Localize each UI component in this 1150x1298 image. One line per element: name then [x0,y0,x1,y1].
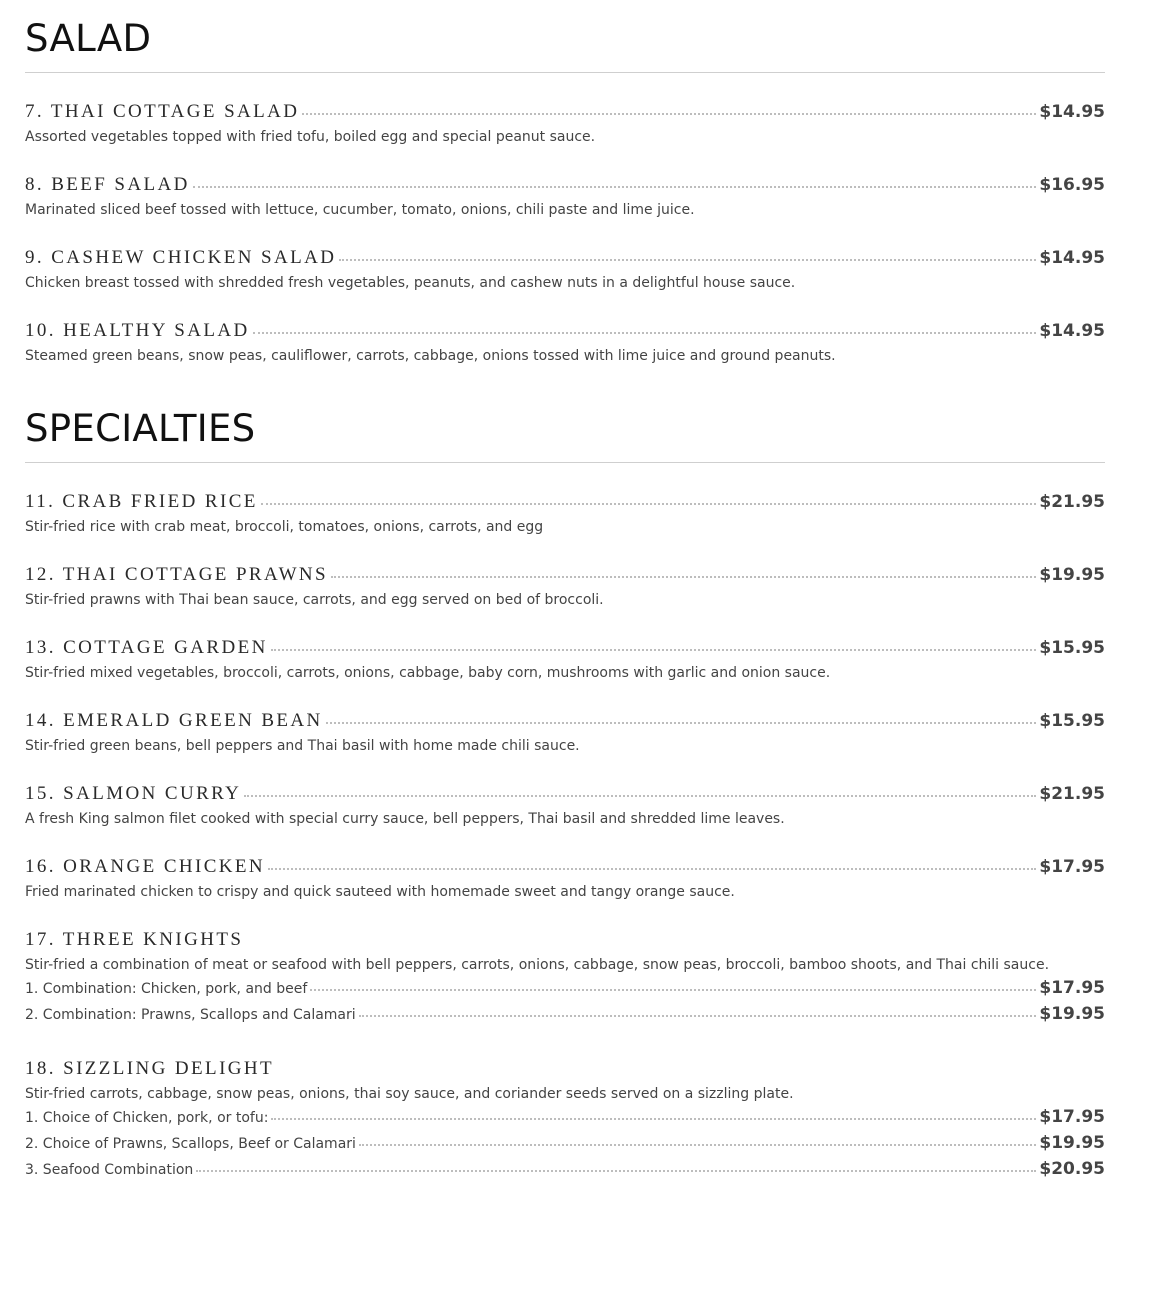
option-price: $19.95 [1039,1004,1105,1024]
item-description: Stir-fried a combination of meat or seafood with bell peppers, carrots, onions, cabbage, snow peas, broccoli, bamboo shoots, and Thai chili sauce. [25,957,1050,973]
dot-leader [244,795,1036,797]
item-name: 10. HEALTHY SALAD [25,320,250,341]
option-row [25,1133,1105,1159]
item-price: $21.95 [1039,492,1105,512]
salad-section [25,0,1105,365]
section-title-salad: SALAD [25,17,152,60]
dot-leader [271,1118,1036,1120]
item-name: 9. CASHEW CHICKEN SALAD [25,247,337,268]
option-label: 2. Choice of Prawns, Scallops, Beef or Calamari [25,1136,356,1152]
menu-item [25,783,1105,828]
item-description: Marinated sliced beef tossed with lettuce, cucumber, tomato, onions, chili paste and lime juice. [25,202,695,218]
option-label: 3. Seafood Combination [25,1162,194,1178]
item-description: Stir-fried green beans, bell peppers and Thai basil with home made chili sauce. [25,738,580,754]
item-price: $15.95 [1039,711,1105,731]
dot-leader [268,868,1036,870]
item-description: Assorted vegetables topped with fried tofu, boiled egg and special peanut sauce. [25,129,596,145]
item-price: $14.95 [1039,321,1105,341]
item-price: $16.95 [1039,175,1105,195]
dot-leader [271,649,1037,651]
menu-item [25,929,1105,1030]
dot-leader [253,332,1037,334]
dot-leader [331,576,1036,578]
section-divider [25,462,1105,463]
option-price: $20.95 [1039,1159,1105,1179]
item-name: 11. CRAB FRIED RICE [25,491,258,512]
option-price: $17.95 [1039,978,1105,998]
item-name: 12. THAI COTTAGE PRAWNS [25,564,329,585]
item-name: 16. ORANGE CHICKEN [25,856,266,877]
menu-item [25,710,1105,755]
item-description: A fresh King salmon filet cooked with special curry sauce, bell peppers, Thai basil and shredded lime leaves. [25,811,785,827]
dot-leader [261,503,1037,505]
option-label: 2. Combination: Prawns, Scallops and Calamari [25,1007,356,1023]
item-description: Stir-fried prawns with Thai bean sauce, carrots, and egg served on bed of broccoli. [25,592,604,608]
menu-item [25,320,1105,365]
specialties-section [25,407,1105,1185]
menu-item [25,564,1105,609]
dot-leader [359,1144,1036,1146]
item-price: $14.95 [1039,102,1105,122]
section-title-specialties: SPECIALTIES [25,407,256,450]
item-name: 15. SALMON CURRY [25,783,242,804]
dot-leader [196,1170,1036,1172]
option-row [25,1107,1105,1133]
item-price: $17.95 [1039,857,1105,877]
option-label: 1. Combination: Chicken, pork, and beef [25,981,308,997]
item-price: $15.95 [1039,638,1105,658]
dot-leader [310,989,1036,991]
item-description: Chicken breast tossed with shredded fresh vegetables, peanuts, and cashew nuts in a delightful house sauce. [25,275,796,291]
section-divider [25,72,1105,73]
menu-item [25,174,1105,219]
item-description: Steamed green beans, snow peas, cauliflower, carrots, cabbage, onions tossed with lime juice and ground peanuts. [25,348,836,364]
item-description: Stir-fried carrots, cabbage, snow peas, onions, thai soy sauce, and coriander seeds served on a sizzling plate. [25,1086,794,1102]
item-options [25,1107,1105,1185]
menu-item [25,637,1105,682]
menu-item [25,491,1105,536]
menu [25,0,1105,1185]
dot-leader [326,722,1037,724]
menu-item [25,856,1105,901]
item-description: Fried marinated chicken to crispy and quick sauteed with homemade sweet and tangy orange sauce. [25,884,735,900]
item-name: 17. THREE KNIGHTS [25,929,244,950]
dot-leader [359,1015,1037,1017]
option-label: 1. Choice of Chicken, pork, or tofu: [25,1110,269,1126]
item-name: 13. COTTAGE GARDEN [25,637,268,658]
item-name: 18. SIZZLING DELIGHT [25,1058,275,1079]
option-price: $17.95 [1039,1107,1105,1127]
option-row [25,1004,1105,1030]
item-name: 8. BEEF SALAD [25,174,190,195]
item-options [25,978,1105,1030]
menu-item [25,101,1105,146]
item-price: $21.95 [1039,784,1105,804]
item-name: 7. THAI COTTAGE SALAD [25,101,300,122]
menu-item [25,1058,1105,1185]
dot-leader [302,113,1036,115]
item-description: Stir-fried rice with crab meat, broccoli, tomatoes, onions, carrots, and egg [25,519,544,535]
menu-item [25,247,1105,292]
item-price: $19.95 [1039,565,1105,585]
item-name: 14. EMERALD GREEN BEAN [25,710,323,731]
dot-leader [193,186,1037,188]
dot-leader [339,259,1036,261]
option-row [25,1159,1105,1185]
item-price: $14.95 [1039,248,1105,268]
option-row [25,978,1105,1004]
option-price: $19.95 [1039,1133,1105,1153]
item-description: Stir-fried mixed vegetables, broccoli, carrots, onions, cabbage, baby corn, mushrooms with garlic and onion sauce. [25,665,831,681]
